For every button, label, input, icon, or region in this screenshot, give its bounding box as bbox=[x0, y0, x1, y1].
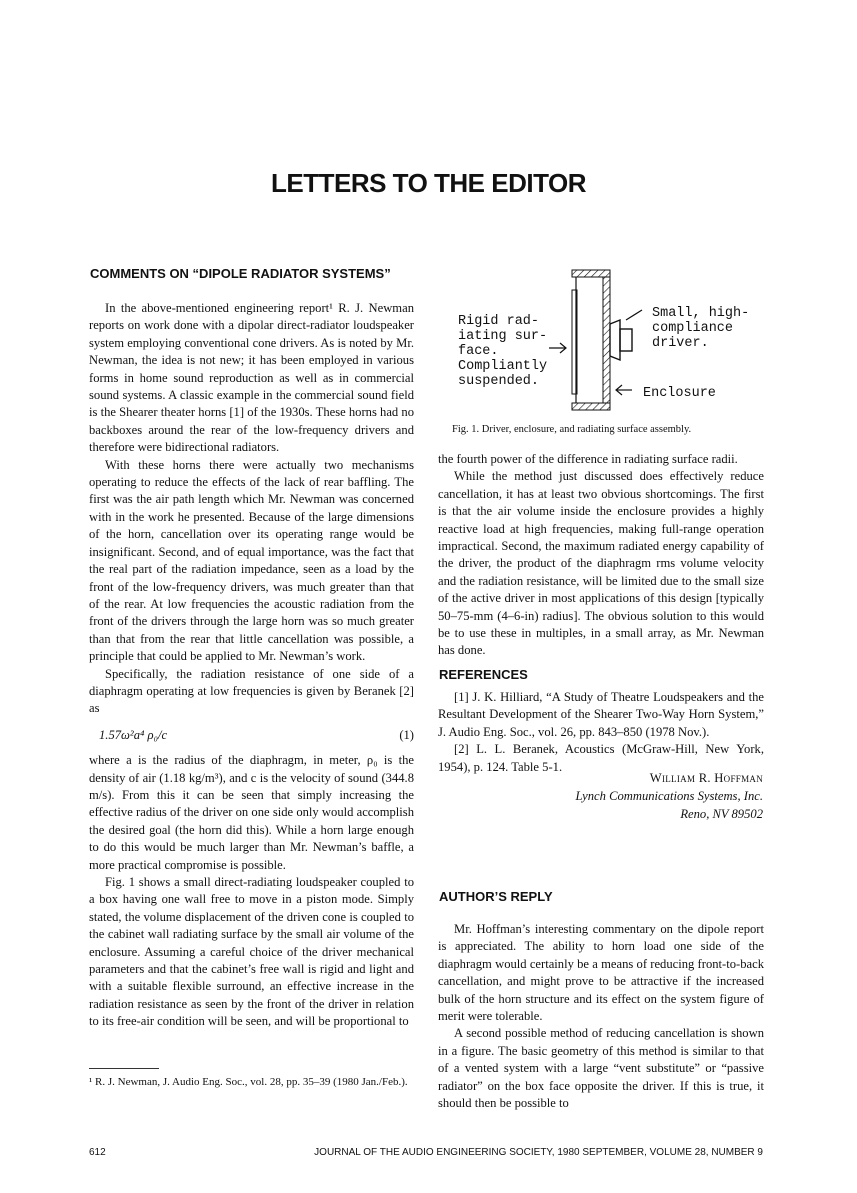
signature-place: Reno, NV 89502 bbox=[680, 807, 763, 821]
enclosure-wall bbox=[603, 277, 610, 403]
paragraph: where a is the radius of the diaphragm, in meter, ρ₀ is the density of air (1.18 kg/m³), and c is the velocity of sound (344.8 m/s). From this it can be seen that simply increasing the effective radius of the driver on one side only would accomplish the desired goal (the horn did this). While a horn large enough to do this would be much larger than Mr. Newman’s baffle, a more practical compromise is possible. bbox=[89, 753, 414, 872]
signature-name: William R. Hoffman bbox=[649, 771, 763, 785]
references-heading: REFERENCES bbox=[439, 667, 528, 682]
authors-reply-heading: AUTHOR’S REPLY bbox=[439, 889, 553, 904]
figure-label-left-2: iating sur- bbox=[458, 329, 548, 344]
footnote: ¹ R. J. Newman, J. Audio Eng. Soc., vol. 28, pp. 35–39 (1980 Jan./Feb.). bbox=[89, 1076, 408, 1088]
driver-magnet bbox=[620, 329, 632, 351]
paragraph: Fig. 1 shows a small direct-radiating loudspeaker coupled to a box having one wall free to move in a piston mode. Simply stated, the volume displacement of the driven cone is coupled to the cabinet wall radiating surface by the small air volume of the enclosure. Assuming a careful choice of the driver mechanical parameters and that the cabinet’s free wall is rigid and light and with a suitable flexible surround, an effective increase in the radiation resistance as seen by the front of the driver in relation to its free-air condition will be seen, and will be proportional to bbox=[89, 875, 414, 1029]
figure-caption: Fig. 1. Driver, enclosure, and radiating surface assembly. bbox=[452, 424, 692, 435]
figure-1-diagram bbox=[436, 262, 776, 420]
figure-label-right-3: driver. bbox=[652, 336, 709, 351]
equation-body: 1.57ω²a⁴ ρ₀/c bbox=[99, 727, 168, 742]
footnote-rule bbox=[89, 1068, 159, 1069]
signature-organization: Lynch Communications Systems, Inc. bbox=[575, 789, 763, 803]
enclosure-top bbox=[572, 270, 610, 277]
paragraph: Specifically, the radiation resistance of one side of a diaphragm operating at low frequencies is given by Beranek [2] as bbox=[89, 666, 414, 716]
references-list bbox=[438, 689, 764, 776]
right-column bbox=[438, 451, 764, 660]
reply-column bbox=[438, 921, 764, 1112]
left-column bbox=[89, 300, 414, 1031]
paragraph: With these horns there were actually two mechanisms operating to reduce the effects of the lack of rear baffling. The first was the air path length which Mr. Newman was concerned with in the work he presented. Because of the large dimensions of the horn, cancellation over its operating range would be insignificant. Second, and of equal importance, was the fact that the real part of the radiation impedance, seen as a load by the front of the low-frequency drivers, was much greater than that of the rear. At low frequencies the acoustic radiation from the front of the drivers through the large horn was so much greater than that from the rear that little cancellation was possible, a principle that could be applied to Mr. Newman’s work. bbox=[89, 457, 414, 664]
figure-label-left-1: Rigid rad- bbox=[458, 314, 540, 329]
figure-label-left-5: suspended. bbox=[458, 374, 540, 389]
reference-item: [2] L. L. Beranek, Acoustics (McGraw-Hill, New York, 1954), p. 124. Table 5-1. bbox=[438, 742, 764, 774]
enclosure-bottom bbox=[572, 403, 610, 410]
equation-number: (1) bbox=[399, 727, 414, 742]
driver-cone bbox=[610, 320, 620, 360]
figure-label-left-3: face. bbox=[458, 344, 499, 359]
paragraph: Mr. Hoffman’s interesting commentary on the dipole report is appreciated. The ability to horn load one side of the diaphragm would certainly be a means of reducing front-to-back cancellation, and might prove to be attractive if the increased bulk of the horn structure and its effect on the system figure of merit were tolerable. bbox=[438, 922, 764, 1024]
paragraph: A second possible method of reducing cancellation is shown in a figure. The basic geometry of this method is similar to that of a vented system with a large “vent substitute” or “passive radiator” on the box face opposite the driver. If this is true, it should then be possible to bbox=[438, 1026, 764, 1111]
figure-label-right-1: Small, high- bbox=[652, 306, 750, 321]
equation bbox=[89, 727, 414, 744]
figure-label-left-4: Compliantly bbox=[458, 359, 548, 374]
reference-item: [1] J. K. Hilliard, “A Study of Theatre Loudspeakers and the Resultant Development of the Shearer Two-Way Horn System,” J. Audio Eng. Soc., vol. 26, pp. 843–850 (1978 Nov.). bbox=[438, 690, 764, 739]
paragraph: While the method just discussed does effectively reduce cancellation, it has at least two obvious shortcomings. The first is that the air volume inside the enclosure provides a highly reactive load at high frequencies, making full-range operation impractical. Second, the maximum radiated energy capability of the driver, the product of the diaphragm rms volume velocity and the radiation resistance, will be limited due to the small size of the active driver in most applications of this design [typically 50–75-mm (4–6-in) radius]. The obvious solution to this would be to use these in multiples, in a small array, as Mr. Newman has done. bbox=[438, 469, 764, 658]
journal-footer: JOURNAL OF THE AUDIO ENGINEERING SOCIETY, 1980 SEPTEMBER, VOLUME 28, NUMBER 9 bbox=[314, 1147, 763, 1158]
paragraph: the fourth power of the difference in radiating surface radii. bbox=[438, 452, 738, 466]
figure-label-right-2: compliance bbox=[652, 321, 734, 336]
section-heading-comments: COMMENTS ON “DIPOLE RADIATOR SYSTEMS” bbox=[90, 266, 391, 281]
figure-label-enclosure: Enclosure bbox=[643, 386, 716, 401]
page-number: 612 bbox=[89, 1147, 106, 1158]
page-title: LETTERS TO THE EDITOR bbox=[270, 168, 586, 198]
paragraph: In the above-mentioned engineering report¹ R. J. Newman reports on work done with a dipolar direct-radiator loudspeaker system employing conventional cone drivers. As is noted by Mr. Newman, the idea is not new; it has been employed in various forms in home sound reproduction as well as in commercial sound systems. A classic example in the commercial sound field is the Shearer theater horns [1] of the 1930s. These horns had no backboxes around the rear of the low-frequency drivers and therefore were bidirectional radiators. bbox=[89, 301, 414, 455]
